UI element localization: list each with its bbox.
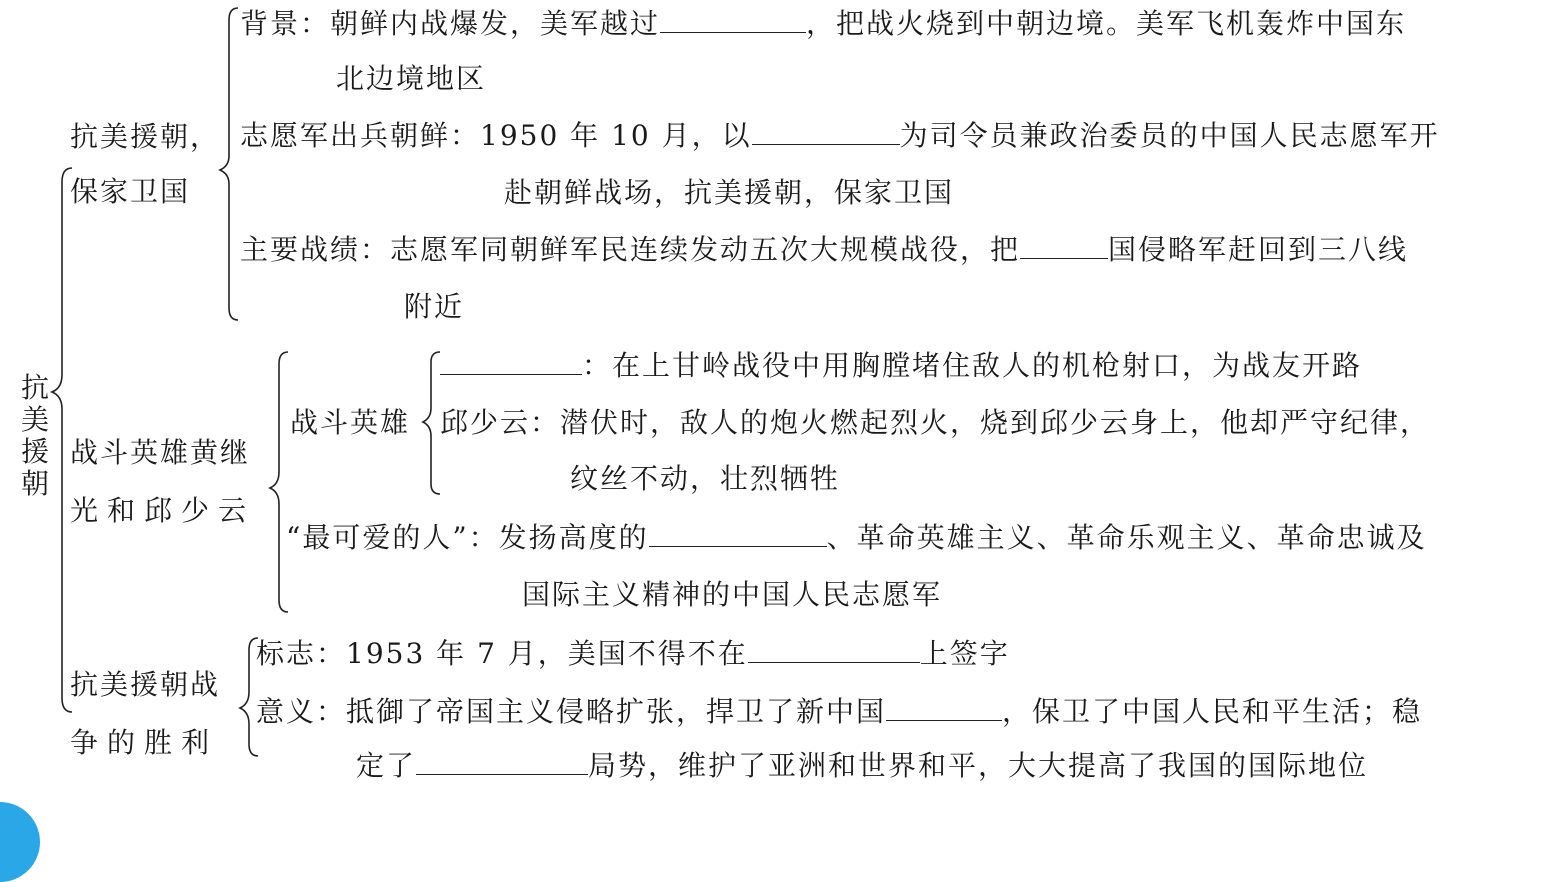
section2-title-line1: 战斗英雄黄继 bbox=[70, 436, 251, 469]
cute-row-2: 国际主义精神的中国人民志愿军 bbox=[522, 578, 943, 611]
hero2-row-2: 纹丝不动，壮烈牺牲 bbox=[570, 462, 841, 495]
sign-row bbox=[256, 636, 1010, 671]
blank-regime bbox=[886, 694, 1002, 721]
background-label: 背景： bbox=[240, 7, 331, 40]
blank-commander bbox=[752, 118, 900, 145]
root-title: 抗美援朝 bbox=[20, 371, 49, 500]
meaning-row-2 bbox=[356, 748, 1368, 783]
meaning-label: 意义： bbox=[256, 695, 347, 728]
hero2-text-a: 潜伏时，敌人的炮火燃起烈火，烧到邱少云身上，他却严守纪律， bbox=[560, 406, 1431, 439]
hero2-row bbox=[440, 406, 1430, 440]
cute-label: “最可爱的人”： bbox=[286, 521, 499, 554]
cute-text-a: 发扬高度的 bbox=[498, 521, 649, 554]
battle-text-a: 志愿军同朝鲜军民连续发动五次大规模战役，把 bbox=[390, 233, 1021, 266]
sign-label: 标志： bbox=[256, 637, 347, 670]
section2-title-line2: 光和邱少云 bbox=[70, 494, 256, 527]
root-brace bbox=[52, 168, 72, 712]
hero1-row bbox=[440, 348, 1362, 383]
hero1-text: ：在上甘岭战役中用胸膛堵住敌人的机枪射口，为战友开路 bbox=[582, 349, 1363, 382]
background-row-2: 北边境地区 bbox=[336, 62, 487, 95]
cute-row bbox=[286, 520, 1427, 555]
blank-armistice bbox=[748, 636, 920, 663]
sign-text-b: 上签字 bbox=[919, 637, 1010, 670]
section3-title-line1: 抗美援朝战 bbox=[70, 668, 221, 701]
army-text-b: 为司令员兼政治委员的中国人民志愿军开 bbox=[899, 119, 1440, 152]
blank-situation bbox=[416, 748, 588, 775]
background-text-a: 朝鲜内战爆发，美军越过 bbox=[330, 7, 661, 40]
meaning-text-c: 定了 bbox=[356, 749, 417, 782]
battle-row bbox=[240, 232, 1408, 267]
heroes-label: 战斗英雄 bbox=[290, 406, 411, 439]
blank-spirit bbox=[649, 520, 827, 547]
heroes-brace bbox=[423, 352, 440, 494]
meaning-text-a: 抵御了帝国主义侵略扩张，捍卫了新中国 bbox=[346, 695, 887, 728]
blank-country bbox=[1020, 232, 1108, 259]
section1-title-line2: 保家卫国 bbox=[70, 175, 191, 208]
meaning-text-d: 局势，维护了亚洲和世界和平，大大提高了我国的国际地位 bbox=[588, 749, 1369, 782]
sign-text-a: 1953 年 7 月，美国不得不在 bbox=[346, 637, 748, 670]
blank-38th-parallel bbox=[660, 6, 806, 33]
blank-hero-name bbox=[440, 348, 582, 375]
section1-title-line1: 抗美援朝， bbox=[70, 120, 221, 153]
meaning-text-b: ，保卫了中国人民和平生活；稳 bbox=[1002, 695, 1423, 728]
background-row bbox=[240, 6, 1406, 41]
background-text-b: ，把战火烧到中朝边境。美军飞机轰炸中国东 bbox=[806, 7, 1407, 40]
army-row bbox=[240, 118, 1440, 153]
section3-title-line2: 争的胜利 bbox=[70, 726, 219, 759]
army-label: 志愿军出兵朝鲜： bbox=[240, 119, 481, 152]
section1-brace bbox=[220, 8, 238, 320]
hero2-label: 邱少云： bbox=[440, 406, 561, 439]
army-row-2: 赴朝鲜战场，抗美援朝，保家卫国 bbox=[504, 176, 955, 209]
army-text-a: 1950 年 10 月，以 bbox=[480, 119, 752, 152]
battle-label: 主要战绩： bbox=[240, 233, 391, 266]
battle-row-2: 附近 bbox=[404, 290, 465, 323]
cute-text-b: 、革命英雄主义、革命乐观主义、革命忠诚及 bbox=[826, 521, 1427, 554]
battle-text-b: 国侵略军赶回到三八线 bbox=[1108, 233, 1409, 266]
section2-brace bbox=[270, 352, 288, 612]
meaning-row bbox=[256, 694, 1422, 729]
